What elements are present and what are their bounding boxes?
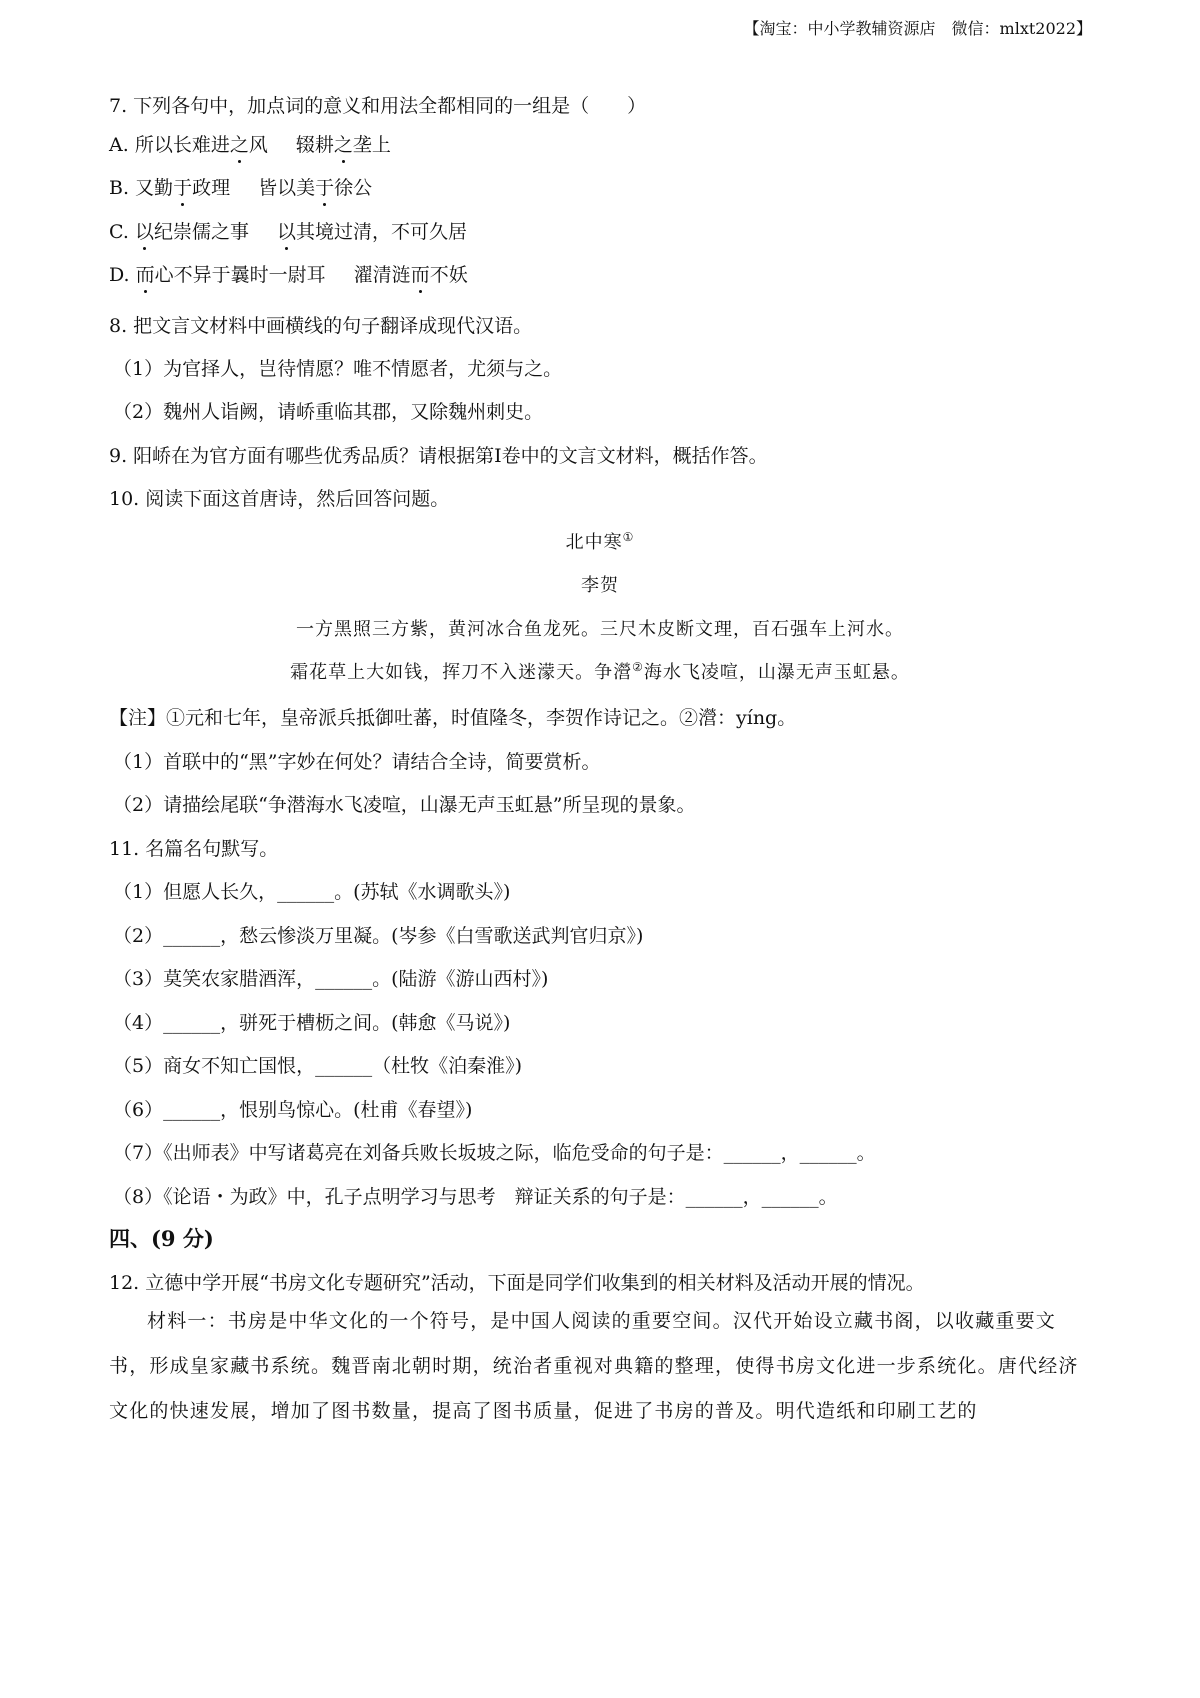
poem-line-2: 霜花草上大如钱，挥刀不入迷濛天。争瀯②海水飞凌喧，山瀑无声玉虹悬。 — [290, 660, 910, 683]
question-11-stem: 11. 名篇名句默写。 — [109, 838, 279, 860]
question-9-stem: 9. 阳峤在为官方面有哪些优秀品质？请根据第Ⅰ卷中的文言文材料，概括作答。 — [109, 445, 768, 467]
dotted-char: 以 — [276, 221, 296, 243]
question-8-stem: 8. 把文言文材料中画横线的句子翻译成现代汉语。 — [109, 315, 533, 337]
question-7-option-d: D. 而心不异于曩时一尉耳 濯清涟而不妖 — [109, 264, 468, 286]
header-source: 【淘宝：中小学教辅资源店 微信：mlxt2022】 — [743, 19, 1092, 38]
poem-note: 【注】①元和七年，皇帝派兵抵御吐蕃，时值隆冬，李贺作诗记之。②瀯：yíng。 — [109, 707, 797, 729]
poem-title: 北中寒① — [565, 530, 635, 553]
footnote-marker: ② — [632, 660, 644, 674]
material-1-paragraph: 材料一：书房是中华文化的一个符号，是中国人阅读的重要空间。汉代开始设立藏书阁，以收藏重要文书，形成皇家藏书系统。魏晋南北朝时期，统治者重视对典籍的整理，使得书房文化进一步系统化。唐代经济文化的快速发展，增加了图书数量，提高了图书质量，促进了书房的普及。明代造纸和印刷工艺的 — [109, 1310, 1079, 1422]
dotted-char: 以 — [134, 221, 154, 243]
footnote-marker: ① — [622, 530, 635, 544]
question-11-item: （5）商女不知亡国恨，______（杜牧《泊秦淮》) — [113, 1055, 523, 1077]
dotted-char: 而 — [410, 264, 430, 286]
question-10-sub-1: （1）首联中的“黑”字妙在何处？请结合全诗，简要赏析。 — [113, 751, 601, 773]
question-7-stem: 7. 下列各句中，加点词的意义和用法全都相同的一组是（ ） — [109, 95, 647, 117]
question-8-sub-2: （2）魏州人诣阙，请峤重临其郡，又除魏州刺史。 — [113, 401, 544, 423]
poem-line-1: 一方黑照三方紫，黄河冰合鱼龙死。三尺木皮断文理，百石强车上河水。 — [296, 619, 904, 640]
question-10-stem: 10. 阅读下面这首唐诗，然后回答问题。 — [109, 488, 450, 510]
dotted-char: 于 — [173, 177, 193, 199]
question-7-option-c: C. 以纪崇儒之事 以其境过清，不可久居 — [109, 221, 468, 243]
question-7-option-b: B. 又勤于政理 皆以美于徐公 — [109, 177, 373, 199]
question-12-stem: 12. 立德中学开展“书房文化专题研究”活动，下面是同学们收集到的相关材料及活动开展的情况。 — [109, 1272, 925, 1294]
question-11-item: （7）《出师表》中写诸葛亮在刘备兵败长坂坡之际，临危受命的句子是：______，______。 — [113, 1142, 876, 1164]
dotted-char: 而 — [135, 264, 155, 286]
question-11-item: （6）______，恨别鸟惊心。(杜甫《春望》) — [113, 1099, 473, 1121]
section-4-heading: 四、(9 分) — [109, 1226, 214, 1251]
question-11-item: （3）莫笑农家腊酒浑，______。(陆游《游山西村》) — [113, 968, 549, 990]
poem-author: 李贺 — [581, 575, 619, 596]
question-7-option-a: A. 所以长难进之风 辍耕之垄上 — [109, 134, 391, 156]
question-11-item: （2）______，愁云惨淡万里凝。(岑参《白雪歌送武判官归京》) — [113, 925, 644, 947]
question-10-sub-2: （2）请描绘尾联“争潜海水飞凌喧，山瀑无声玉虹悬”所呈现的景象。 — [113, 794, 696, 816]
dotted-char: 之 — [229, 134, 249, 156]
dotted-char: 之 — [333, 134, 353, 156]
question-8-sub-1: （1）为官择人，岂待情愿？唯不情愿者，尤须与之。 — [113, 358, 563, 380]
dotted-char: 于 — [315, 177, 335, 199]
question-11-item: （4）______，骈死于槽枥之间。(韩愈《马说》) — [113, 1012, 511, 1034]
question-11-item: （1）但愿人长久，______。(苏轼《水调歌头》) — [113, 881, 511, 903]
question-11-item: （8）《论语・为政》中，孔子点明学习与思考 辩证关系的句子是：______，______。 — [113, 1186, 838, 1208]
